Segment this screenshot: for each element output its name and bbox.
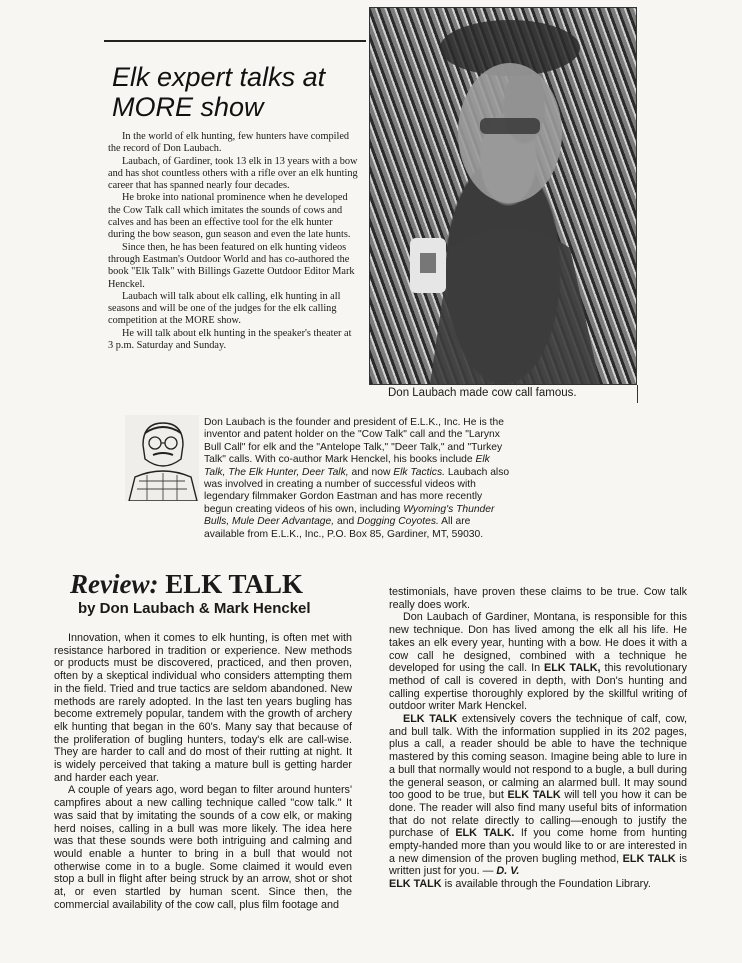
book-title: ELK TALK [389, 878, 442, 891]
bio-text: Laubach also was involved in creating a number of successful videos with legendary filmmaker Gordon Eastman and has more recently begun creating videos of his own, including [204, 466, 510, 515]
review-text: is available through the Foundation Library. [441, 878, 651, 891]
review-text: will tell you how it can be done. The reader will also find many useful bits of information that do not relate directly to calling—enough to justify the purchase of [389, 789, 687, 840]
reviewer-signature: D. V. [496, 865, 520, 878]
book-title: ELK TALK [622, 852, 676, 865]
review-paragraph: Innovation, when it comes to elk hunting, is often met with resistance harbored in tradition or experience. New methods or products must be discovered, practiced, and then proven, often by a skeptical individual who considers attempting them in the field. Tried and true tactics are seldom abandoned. New methods are rarely adopted. In the last ten years bugling has become extremely popular, tandem with the growth of archery elk hunting that began in the 60's. Many say that because of the proliferation of bugling hunters, today's elk are call-wise. They are harder to call and do most of their rutting at night. It is widely perceived that taking a mature bull is getting harder and harder each year. [54, 632, 352, 784]
headline: Elk expert talks at MORE show [112, 62, 326, 122]
review-byline: by Don Laubach & Mark Henckel [78, 600, 311, 617]
top-paragraph: In the world of elk hunting, few hunters have compiled the record of Don Laubach. [108, 131, 350, 155]
bio-video-last: Dogging Coyotes. [357, 516, 439, 528]
bio-books: Elk Talk, The Elk Hunter, Deer Talk, [204, 454, 490, 478]
availability-note [389, 878, 687, 891]
review-paragraph: testimonials, have proven these claims to be true. Cow talk really does work. [389, 586, 687, 611]
review-text: this revolutionary method of call is covered in depth, with Don's hunting and calling expertise thoroughly explored by the skillful writing of outdoor writer Mark Henckel. [389, 662, 687, 713]
bio-text: All are available from E.L.K., Inc., P.O. Box 85, Gardiner, MT, 59030. [204, 516, 484, 540]
top-paragraph: He will talk about elk hunting in the speaker's theater at 3 p.m. Saturday and Sunday. [108, 327, 352, 352]
author-bio [112, 417, 512, 541]
review-text: If you come home from hunting empty-handed more than you would like to or are interested in a new dimension of the proven bugling method, [389, 827, 687, 865]
review-title [70, 569, 370, 599]
photo-caption: Don Laubach made cow call famous. [388, 387, 577, 399]
top-paragraph: Laubach will talk about elk calling, elk hunting in all seasons and will be one of the judges for the elk calling competition at the MORE show. [108, 290, 341, 327]
review-right-column [389, 586, 687, 891]
book-title: ELK TALK. [455, 827, 515, 840]
top-paragraph: Laubach, of Gardiner, took 13 elk in 13 years with a bow and has shot countless others with a rifle over an elk hunting career that has spanned nearly four decades. [108, 155, 358, 192]
bio-text: and now [348, 466, 394, 478]
bio-line [204, 417, 512, 541]
bio-text: and [334, 516, 358, 528]
bio-videos: Wyoming's Thunder Bulls, Mule Deer Advantage, [204, 503, 495, 528]
bio-text: Don Laubach is the founder and president of E.L.K., Inc. He is the inventor and patent holder on the "Cow Talk" call and the "Larynx Bull Call" for elk and the "Antelope Talk," "Deer Talk," and "Turkey Talk" calls. With co-author Mark Henckel, his books include [204, 417, 504, 466]
review-title-prefix: Review: [70, 569, 159, 599]
book-title: ELK TALK [403, 713, 458, 726]
laubach-photo [369, 7, 637, 385]
review-title-main: ELK TALK [165, 569, 304, 599]
review-paragraph [389, 611, 687, 713]
bio-book-latest: Elk Tactics. [393, 466, 445, 478]
photo-silhouette-icon [370, 8, 636, 384]
review-text: is written just for you. — [389, 852, 688, 878]
review-left-column [54, 632, 352, 911]
review-text: Don Laubach of Gardiner, Montana, is responsible for this new technique. Don has lived among the elk all his life. He takes an elk every year, hunting with a bow. He does it with a cow call he designed, combined with a technique he developed for using the call. In [389, 611, 687, 675]
top-paragraph: Since then, he has been featured on elk hunting videos through Eastman's Outdoor World and has co-authored the book "Elk Talk" with Billings Gazette Outdoor Editor Mark Henckel. [108, 241, 355, 290]
book-title: ELK TALK [507, 789, 561, 802]
top-rule [104, 40, 366, 42]
review-text: extensively covers the technique of calf, cow, and bull talk. With the information supplied in its 202 pages, plus a call, a reader should be able to have the technique mastered by this coming season. Imagine being able to lure in a bull that normally would not respond to a bugle, a bull during the general season, or calming an alarmed bull. It may sound too good to be true, but [389, 713, 688, 802]
top-paragraph: He broke into national prominence when he developed the Cow Talk call which imitates the sounds of cows and calves and has been an effective tool for the elk hunter during the bow season, gun season and even the late hunts. [108, 192, 351, 241]
review-paragraph [389, 713, 687, 878]
review-paragraph: A couple of years ago, word began to filter around hunters' campfires about a new calling technique called "cow talk." It was said that by imitating the sounds of a cow elk, or making herd noises, calling in a bull was more likely. The idea here was that these sounds were both intriguing and calming and would enable a hunter to bring in a bull that would not otherwise come in to a bugle. Some claimed it would even stop a bull in flight after being struck by an arrow, shot or shot at, or even startled by human scent. Since then, the commercial availability of the cow call, plus film footage and [54, 784, 352, 911]
book-title: ELK TALK, [544, 662, 601, 675]
top-article-body [108, 131, 358, 352]
